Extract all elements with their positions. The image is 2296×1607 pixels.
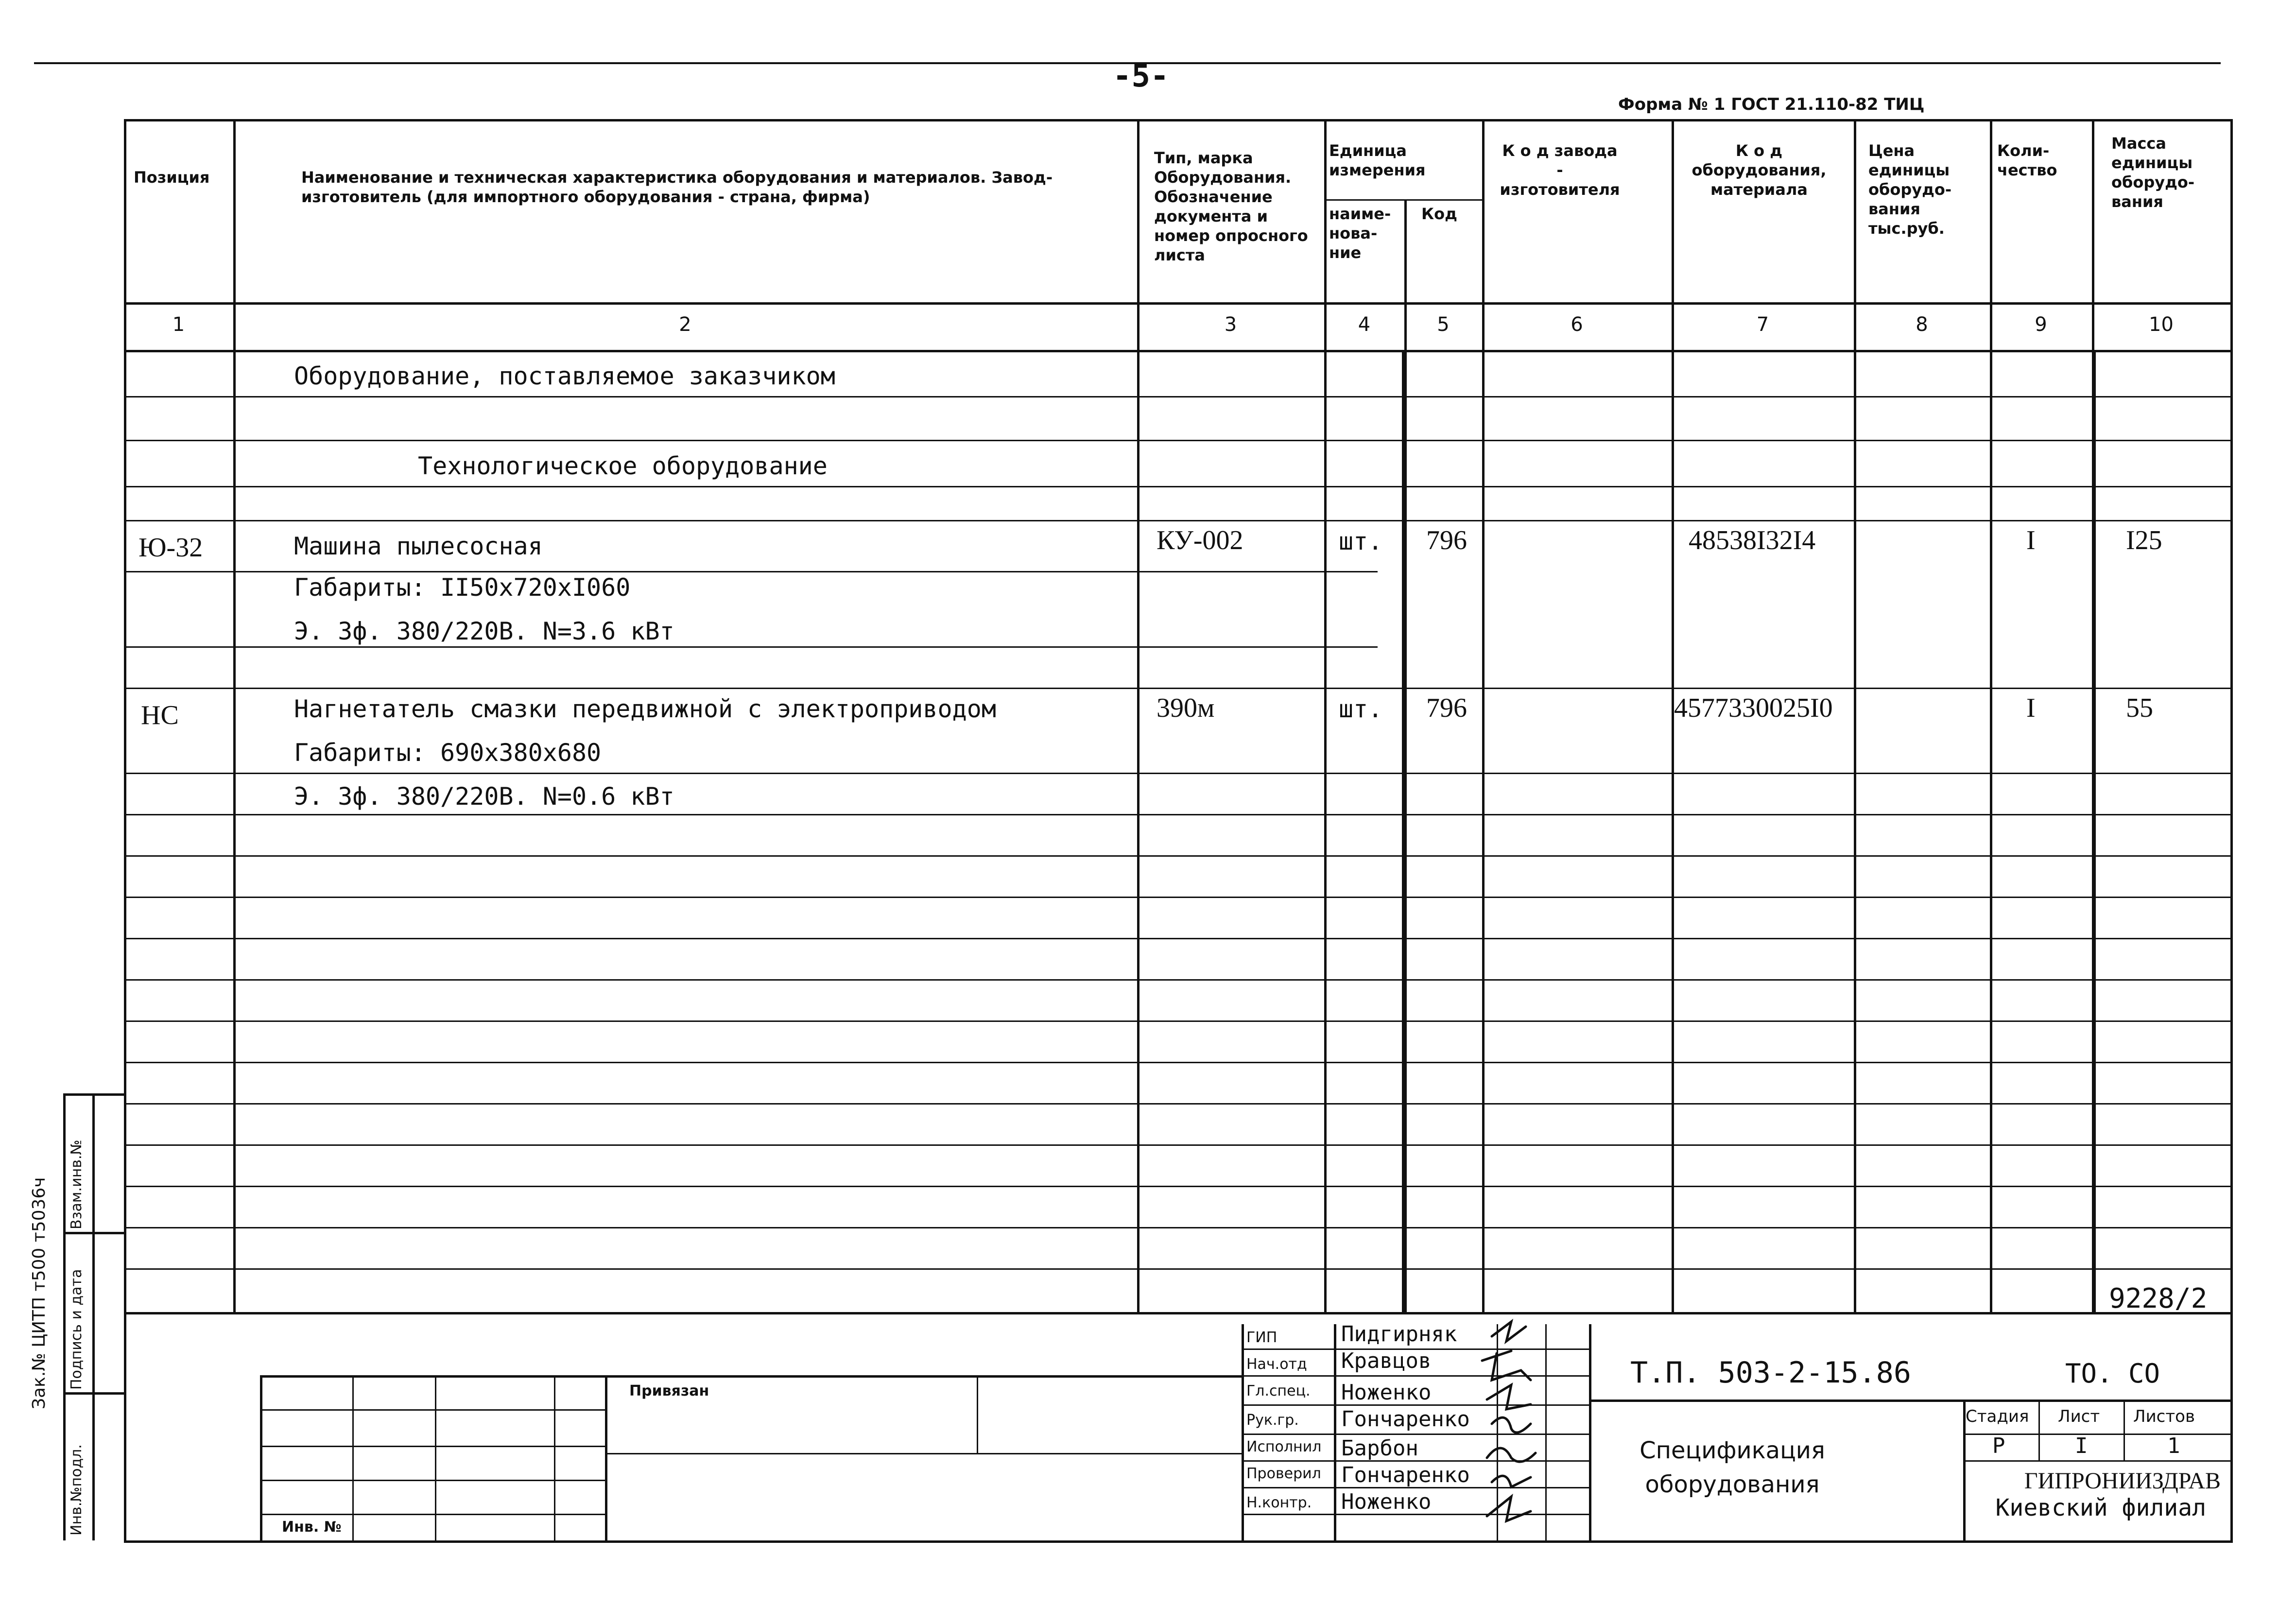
handwritten-signatures: [1477, 1312, 1565, 1536]
col-number: 1: [172, 313, 185, 336]
item-code: 4577330025I0: [1674, 693, 1833, 723]
header-item-code: К о д оборудования, материала: [1692, 141, 1827, 199]
project-code: Т.П. 503-2-15.86: [1630, 1356, 1911, 1390]
stage-value: Р: [1992, 1434, 2005, 1458]
col-number: 5: [1437, 313, 1450, 336]
item-unit: шт.: [1339, 527, 1383, 555]
item-unit-code: 796: [1426, 525, 1467, 555]
signer-name: Кравцов: [1341, 1348, 1432, 1373]
inv-no-label: Инв. №: [282, 1519, 342, 1536]
header-unit-code: Код: [1421, 205, 1457, 223]
col-number: 3: [1224, 313, 1237, 336]
role-label: Проверил: [1246, 1465, 1321, 1482]
item-quantity: I: [2026, 525, 2036, 555]
col-number: 8: [1916, 313, 1928, 336]
signer-name: Ноженко: [1341, 1380, 1432, 1405]
form-label: Форма № 1 ГОСТ 21.110-82 ТИЦ: [1618, 95, 1925, 114]
col-number: 7: [1756, 313, 1769, 336]
item-quantity: I: [2026, 693, 2036, 723]
signer-name: Гончаренко: [1341, 1407, 1470, 1432]
role-label: Исполнил: [1246, 1438, 1322, 1455]
signer-name: Гончаренко: [1341, 1463, 1470, 1487]
section-title: Оборудование, поставляемое заказчиком: [294, 362, 835, 390]
col-number: 6: [1571, 313, 1583, 336]
col-number: 2: [679, 313, 691, 336]
header-unit-group: Единица измерения: [1329, 141, 1426, 179]
item-position: Ю-32: [138, 533, 203, 563]
signer-name: Пидгирняк: [1341, 1322, 1457, 1347]
role-label: Гл.спец.: [1246, 1382, 1311, 1400]
sheets-label: Листов: [2133, 1407, 2195, 1426]
header-position: Позиция: [134, 168, 210, 187]
signer-name: Барбон: [1341, 1436, 1418, 1461]
header-unit-name: наиме-нова-ние: [1329, 205, 1391, 262]
header-type: Тип, марка Оборудования. Обозначение документа и номер опросного листа: [1154, 149, 1308, 264]
item-type: КУ-002: [1157, 525, 1243, 555]
stage-label: Стадия: [1966, 1407, 2029, 1426]
item-power: Э. 3ф. 380/220В. N=3.6 кВт: [294, 617, 674, 645]
item-position: НС: [141, 700, 179, 730]
sheets-value: 1: [2167, 1434, 2180, 1458]
doc-title: Спецификация оборудования: [1640, 1437, 1825, 1498]
archive-number: 9228/2: [2109, 1283, 2208, 1314]
section-title: Технологическое оборудование: [418, 452, 828, 480]
header-mass: Масса единицы оборудо-вания: [2111, 134, 2195, 211]
item-power: Э. 3ф. 380/220В. N=0.6 кВт: [294, 782, 674, 811]
item-name: Машина пылесосная: [294, 532, 543, 560]
org-name: ГИПРОНИИЗДРАВ: [2024, 1468, 2221, 1494]
sheet-code: ТО. СО: [2065, 1358, 2160, 1389]
role-label: Рук.гр.: [1246, 1412, 1299, 1429]
col-number: 9: [2035, 313, 2047, 336]
side-swap-label: Взам.инв.№: [68, 1140, 85, 1229]
item-code: 48538I32I4: [1689, 525, 1816, 555]
side-print-info: Зак.№ ЦИТП т500 т5036ч: [29, 1177, 49, 1409]
signer-name: Ноженко: [1341, 1489, 1432, 1514]
item-dimensions: Габариты: 690х380х680: [294, 739, 602, 767]
role-label: ГИП: [1246, 1329, 1277, 1346]
item-mass: 55: [2126, 693, 2153, 723]
item-type: 390м: [1157, 693, 1215, 723]
sheet-label: Лист: [2058, 1407, 2100, 1426]
privyazan-label: Привязан: [629, 1382, 709, 1400]
header-price: Цена единицы оборудо-вания тыс.руб.: [1868, 141, 1952, 238]
role-label: Нач.отд: [1246, 1356, 1307, 1373]
header-name: Наименование и техническая характеристика оборудования и материалов. Завод-изготовитель (для импортного оборудования - страна, фирма): [301, 168, 1053, 206]
org-branch: Киевский филиал: [1995, 1494, 2206, 1521]
side-sign-label: Подпись и дата: [68, 1269, 85, 1390]
item-unit-code: 796: [1426, 693, 1467, 723]
page-number: -5-: [1113, 58, 1169, 94]
item-name: Нагнетатель смазки передвижной с электроприводом: [294, 695, 996, 723]
col-number: 10: [2149, 313, 2174, 336]
sheet-value: I: [2075, 1434, 2088, 1458]
header-factory-code: К о д завода - изготовителя: [1500, 141, 1620, 199]
item-dimensions: Габариты: II50х720хI060: [294, 573, 631, 602]
col-number: 4: [1358, 313, 1371, 336]
side-inv-label: Инв.№подл.: [68, 1444, 85, 1536]
header-quantity: Коли-чество: [1997, 141, 2057, 179]
item-unit: шт.: [1339, 695, 1383, 723]
role-label: Н.контр.: [1246, 1494, 1312, 1511]
item-mass: I25: [2126, 525, 2162, 555]
